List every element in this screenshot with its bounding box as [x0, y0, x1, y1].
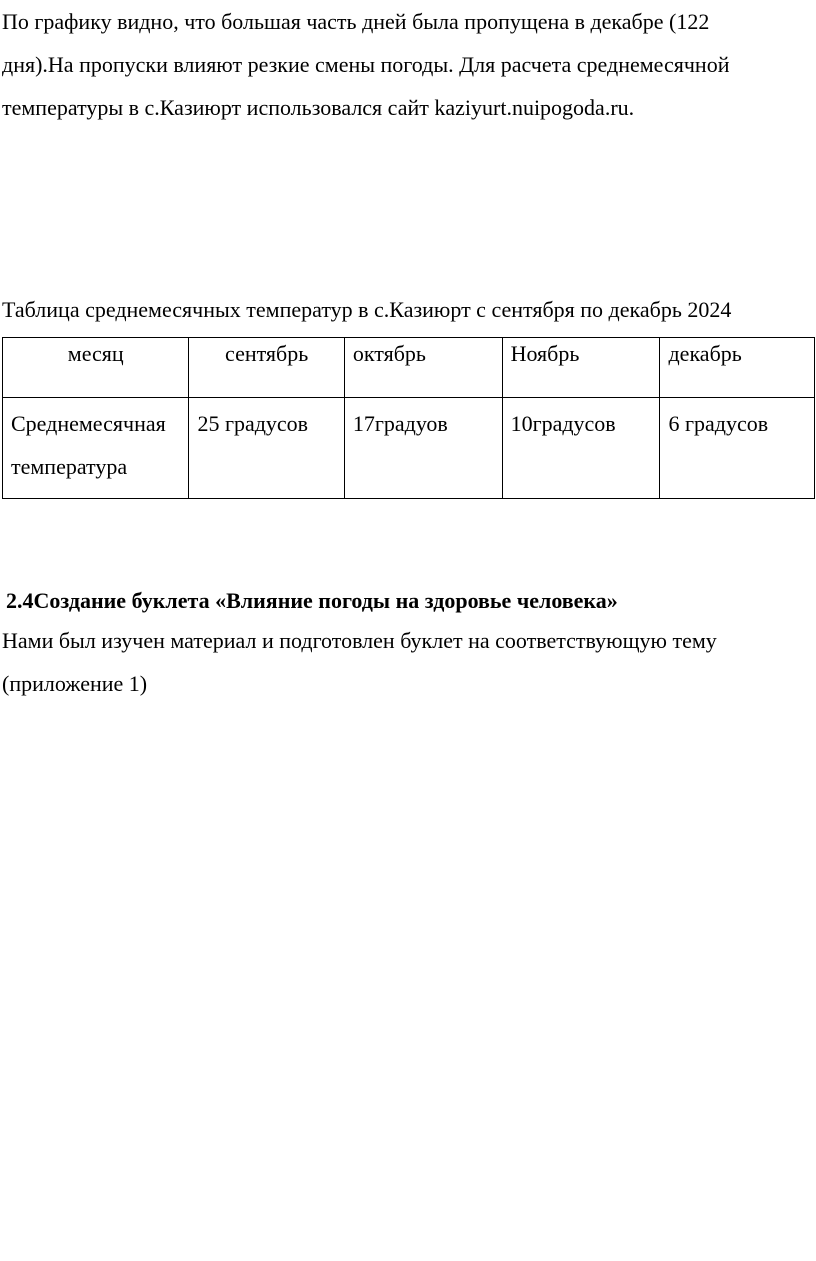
value-cell-september: 25 градусов	[189, 398, 344, 499]
intro-line: дня).На пропуски влияют резкие смены погоды. Для расчета среднемесячной	[2, 52, 730, 77]
section-heading: 2.4Создание буклета «Влияние погоды на здоровье человека»	[6, 588, 618, 613]
value-cell-december: 6 градусов	[660, 398, 815, 499]
header-cell-december: декабрь	[660, 338, 815, 398]
header-cell-september: сентябрь	[189, 338, 344, 398]
row-label-line: Среднемесячная	[11, 411, 166, 436]
temperature-table	[2, 337, 815, 499]
header-cell-november: Ноябрь	[502, 338, 660, 398]
table-caption: Таблица среднемесячных температур в с.Казиюрт с сентября по декабрь 2024	[2, 297, 732, 322]
table-row	[3, 398, 815, 499]
header-cell-october: октябрь	[344, 338, 502, 398]
header-cell-month: месяц	[3, 338, 189, 398]
intro-paragraph	[2, 0, 729, 129]
intro-line: По графику видно, что большая часть дней была пропущена в декабре (122	[2, 9, 710, 34]
section-body	[2, 619, 717, 705]
value-cell-october: 17градуов	[344, 398, 502, 499]
intro-line: температуры в с.Казиюрт использовался сайт kaziyurt.nuipogoda.ru.	[2, 95, 635, 120]
row-label-line: температура	[11, 454, 128, 479]
section-body-line: (приложение 1)	[2, 671, 148, 696]
table-header-row	[3, 338, 815, 398]
row-label-cell	[3, 398, 189, 499]
section-body-line: Нами был изучен материал и подготовлен буклет на соответствующую тему	[2, 628, 717, 653]
value-cell-november: 10градусов	[502, 398, 660, 499]
